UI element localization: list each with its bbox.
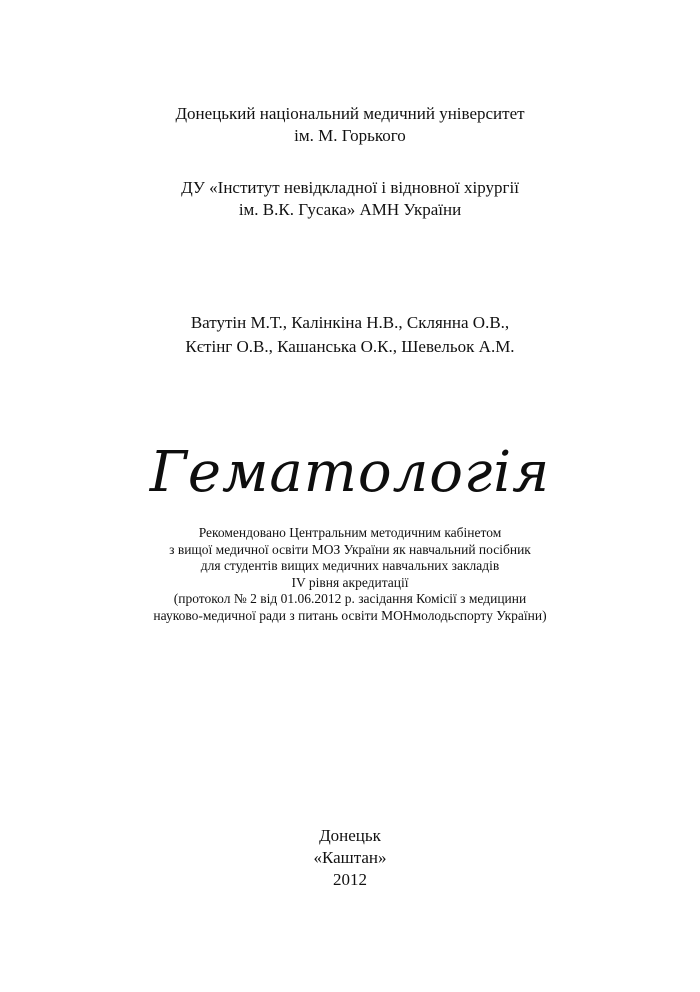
- university-name: Донецький національний медичний університет: [175, 104, 525, 123]
- institute-name-suffix: ім. В.К. Гусака» АМН України: [238, 200, 462, 219]
- recommendation-block: [0, 525, 700, 624]
- recommendation-line: (протокол № 2 від 01.06.2012 р. засідання Комісії з медицини: [173, 591, 527, 606]
- university-name-suffix: ім. М. Горького: [294, 126, 406, 145]
- recommendation-line: Рекомендовано Центральним методичним кабінетом: [198, 525, 502, 540]
- imprint-block: [0, 825, 700, 891]
- recommendation-line: з вищої медичної освіти МОЗ України як навчальний посібник: [169, 541, 531, 557]
- recommendation-line: IV рівня акредитації: [291, 574, 409, 590]
- institute-name: ДУ «Інститут невідкладної і відновної хірургії: [181, 178, 519, 197]
- imprint-city: Донецьк: [319, 826, 381, 845]
- authors-block: [0, 311, 700, 359]
- imprint-year: 2012: [333, 870, 367, 889]
- imprint-publisher: «Каштан»: [313, 848, 387, 867]
- authors-line: Кєтінг О.В., Кашанська О.К., Шевельок А.М.: [185, 337, 515, 356]
- university-block: [0, 103, 700, 147]
- institute-block: [0, 177, 700, 221]
- recommendation-line: для студентів вищих медичних навчальних закладів: [200, 558, 500, 573]
- book-title: Гематологія: [149, 440, 551, 505]
- recommendation-line: науково-медичної ради з питань освіти МОНмолодьспорту України): [153, 607, 547, 623]
- authors-line: Ватутін М.Т., Калінкіна Н.В., Склянна О.В.,: [190, 313, 510, 332]
